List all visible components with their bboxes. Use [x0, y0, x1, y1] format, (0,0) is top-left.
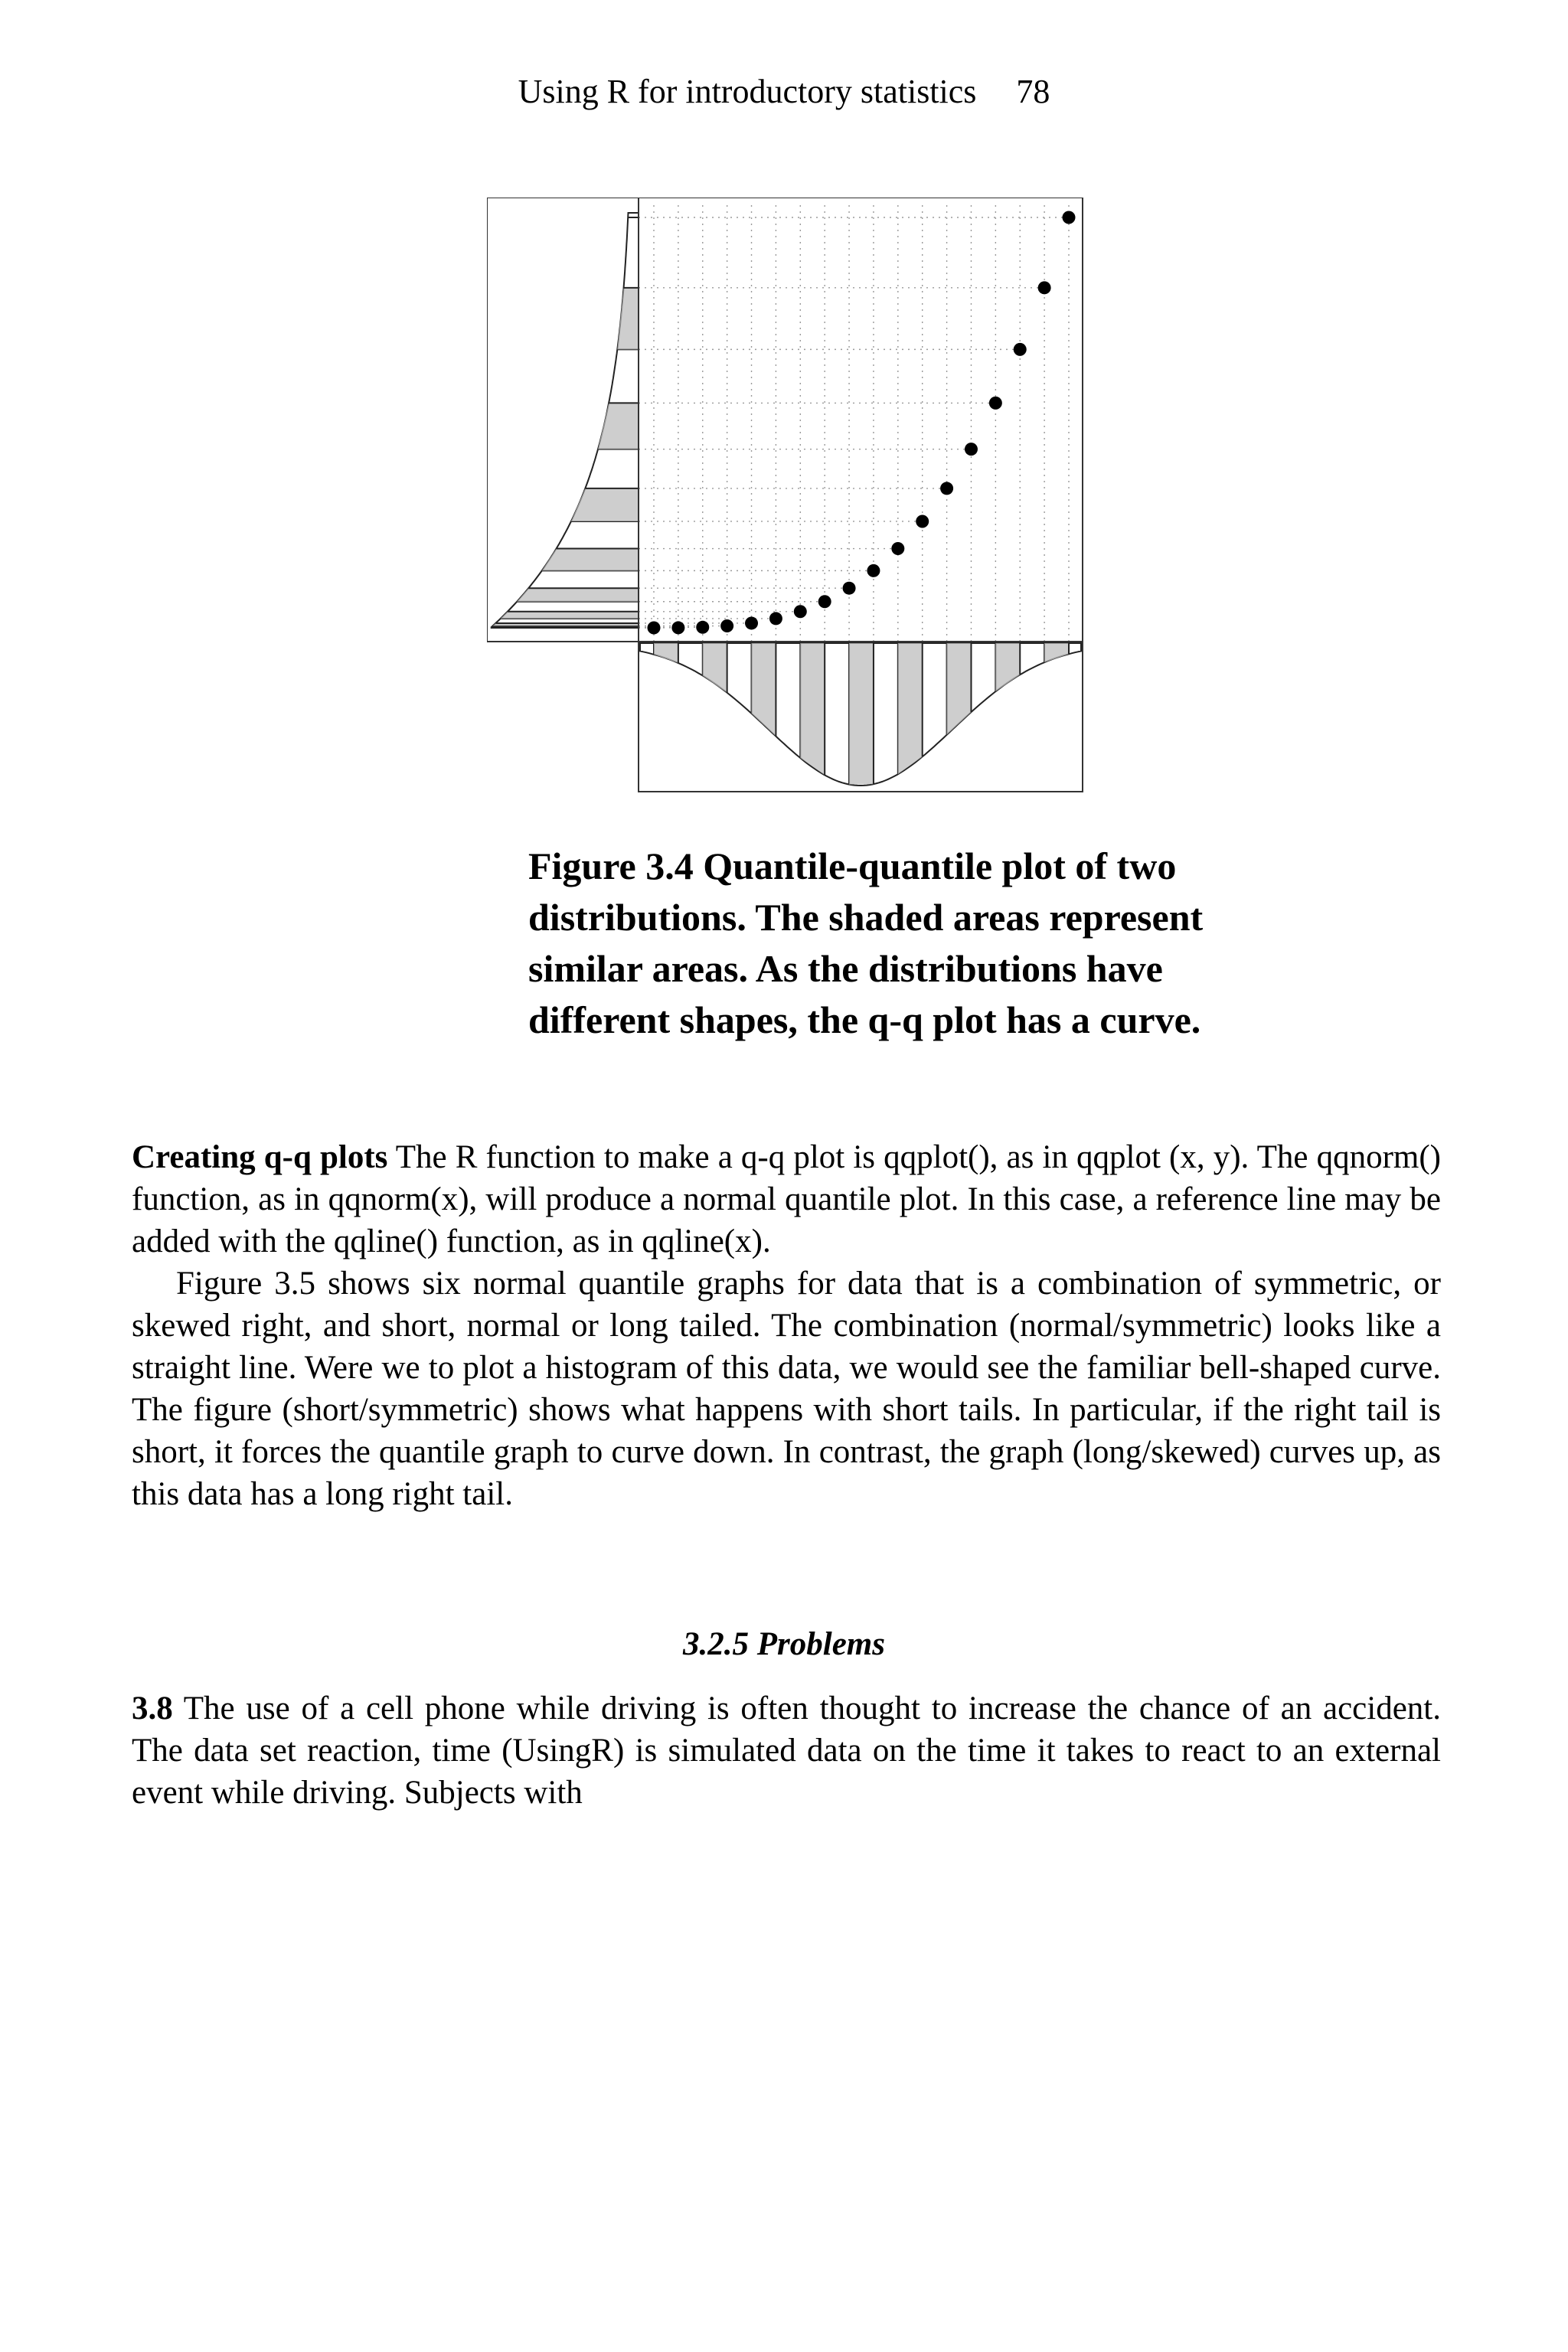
- qq-point: [1063, 211, 1076, 224]
- qq-point: [916, 514, 929, 528]
- running-title: Using R for introductory statistics: [518, 73, 977, 110]
- bottom-density-shaded-band: [849, 643, 874, 785]
- qq-point: [794, 605, 807, 618]
- qq-plot-graphic: [487, 198, 1084, 802]
- left-density-shaded-band: [598, 403, 639, 449]
- dotted-grid: [639, 205, 1069, 642]
- bottom-density-shaded-band: [654, 643, 678, 663]
- qq-plot-figure: [487, 198, 1084, 802]
- qq-point: [648, 622, 661, 635]
- qq-point: [843, 582, 856, 595]
- paragraph-figure-3-5: [132, 1263, 1441, 1515]
- main-panel-frame: [639, 198, 1083, 642]
- paragraph-creating-qq-plots: [132, 1136, 1441, 1263]
- left-density-shaded-band: [517, 588, 639, 602]
- qq-point: [940, 482, 953, 495]
- left-density-shaded-band: [542, 549, 639, 571]
- paragraph-text: The R function to make a q-q plot is qqplot(), as in qqplot (x, y). The qqnorm() function, as in qqnorm(x), will produce a normal quantile plot. In this case, a reference line may be added with the qqline() function, as in qqline(x).: [132, 1139, 1441, 1259]
- bottom-density-shaded-band: [752, 643, 776, 737]
- bottom-density-shaded-band: [1044, 643, 1069, 662]
- figure-caption: Figure 3.4 Quantile-quantile plot of two distributions. The shaded areas represent similar areas. As the distributions have different shapes, the q-q plot has a curve.: [528, 844, 1204, 1041]
- problem-text: The use of a cell phone while driving is often thought to increase the chance of an accident. The data set reaction, time (UsingR) is simulated data on the time it takes to react to an external event while driving. Subjects with: [132, 1690, 1441, 1811]
- qq-point: [989, 397, 1002, 410]
- bottom-density-shaded-band: [703, 643, 727, 693]
- qq-point: [769, 612, 782, 625]
- problem-number: 3.8: [132, 1690, 173, 1726]
- qq-point: [818, 595, 831, 608]
- qq-point: [1014, 343, 1027, 356]
- qq-points: [648, 211, 1076, 635]
- left-density-shaded-band: [501, 612, 639, 619]
- qq-point: [965, 443, 978, 456]
- qq-point: [1038, 281, 1051, 294]
- qq-point: [867, 564, 880, 577]
- page-number: 78: [1016, 73, 1050, 110]
- qq-point: [720, 619, 733, 632]
- bottom-density-shaded-band: [995, 643, 1020, 691]
- paragraph-lead: Creating q-q plots: [132, 1139, 388, 1175]
- problem-3-8: [132, 1687, 1441, 1814]
- left-density-shaded-band: [571, 488, 639, 521]
- bottom-density-shaded-band: [947, 643, 972, 735]
- left-density-shaded-band: [617, 288, 639, 350]
- qq-point: [745, 616, 758, 629]
- qq-point: [891, 542, 904, 555]
- section-heading: 3.2.5 Problems: [683, 1626, 885, 1662]
- bottom-density-shaded-band: [800, 643, 825, 775]
- left-distribution-density: [491, 213, 639, 628]
- qq-point: [696, 621, 709, 634]
- running-header: [0, 70, 1568, 113]
- paragraph-text: Figure 3.5 shows six normal quantile graphs for data that is a combination of symmetric, or skewed right, and short, normal or long tailed. The combination (normal/symmetric) looks like a straight line. Were we to plot a histogram of this data, we would see the familiar bell-shaped curve. The figure (short/symmetric) shows what happens with short tails. In particular, if the right tail is short, it forces the quantile graph to curve down. In contrast, the graph (long/skewed) curves up, as this data has a long right tail.: [132, 1266, 1441, 1512]
- bottom-density-shaded-band: [898, 643, 923, 774]
- qq-point: [671, 621, 684, 634]
- bottom-distribution-density: [640, 643, 1081, 786]
